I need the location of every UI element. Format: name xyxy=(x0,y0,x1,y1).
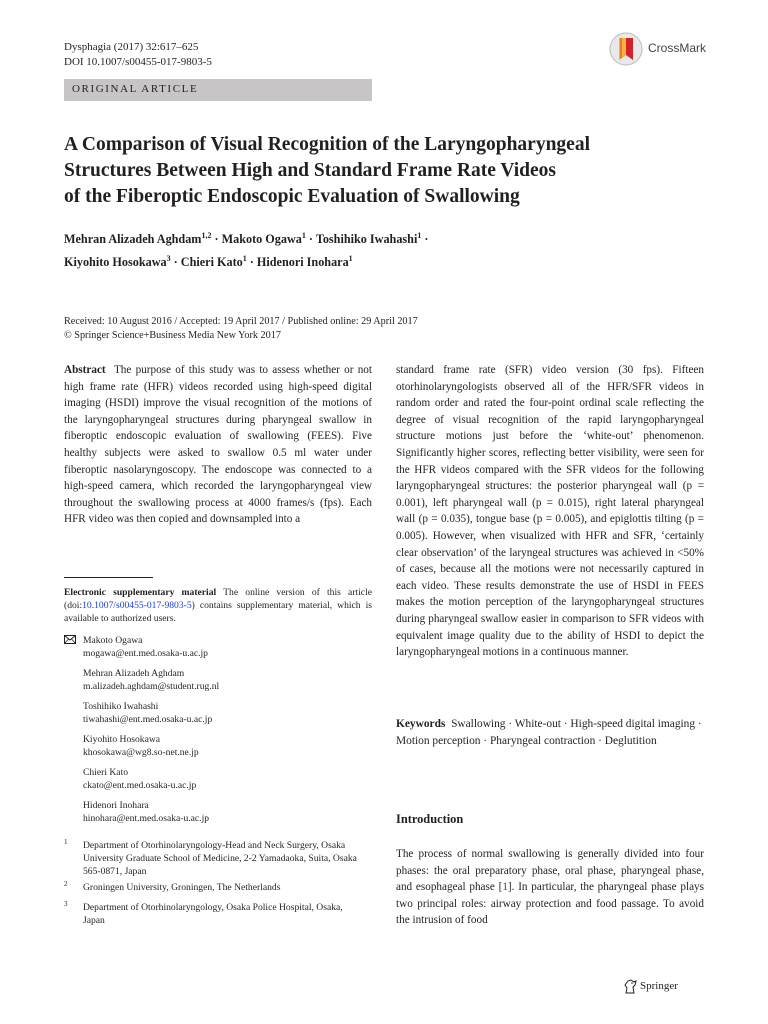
affiliation-number: 1 xyxy=(64,838,68,846)
doi-line: DOI 10.1007/s00455-017-9803-5 xyxy=(64,56,212,68)
keywords-block xyxy=(396,716,704,749)
author-name[interactable]: Kiyohito Hosokawa xyxy=(64,255,167,270)
article-type-banner xyxy=(64,79,372,101)
contact-name: Makoto Ogawa xyxy=(83,635,143,646)
abstract-text-part1: The purpose of this study was to assess whether or not high frame rate (HFR) videos recorded using high-speed digital imaging (HSDI) improve the visual recognition of the motions of the laryngopharyngeal structures during pharyngeal swallow in fiberoptic endoscopic evaluation of swallowing (FEES). Five healthy subjects were asked to swallow 0.5 ml water under fiberoptic nasolaryngoscopy. The endoscope was connected to a high-speed camera, which recorded the laryngopharyngeal view throughout the swallowing process at 4000 frames/s (fps). Each HFR video was then copied and downsampled into a xyxy=(64,364,372,526)
contact-email[interactable]: tiwahashi@ent.med.osaka-u.ac.jp xyxy=(83,714,213,726)
author-name[interactable]: Mehran Alizadeh Aghdam xyxy=(64,232,202,247)
contact-entry xyxy=(83,667,363,693)
section-heading-introduction: Introduction xyxy=(396,812,464,826)
copyright-line: © Springer Science+Business Media New York 2017 xyxy=(64,330,281,341)
springer-label: Springer xyxy=(640,980,678,992)
author-affiliation-sup: 1,2 xyxy=(201,231,212,240)
crossmark-badge[interactable] xyxy=(609,30,719,70)
footnote-divider xyxy=(64,577,153,578)
publication-dates xyxy=(64,315,724,343)
springer-logo xyxy=(624,978,714,996)
contact-entry xyxy=(83,634,363,660)
dates-line: Received: 10 August 2016 / Accepted: 19 April 2017 / Published online: 29 April 2017 xyxy=(64,316,418,327)
contact-email[interactable]: mogawa@ent.med.osaka-u.ac.jp xyxy=(83,648,208,660)
contact-entry xyxy=(83,799,363,825)
intro-text-after: ]. In particular, the pharyngeal phase plays two principal roles: airway protection and food passage. To avoid the intrusion of food xyxy=(396,881,704,927)
abstract-text-part2: standard frame rate (SFR) video version (30 fps). Fifteen otorhinolaryngologists observed all of the HFR/SFR videos in random order and rated the four-point ordinal scale reflecting the degree of visual recognition of the rapid laryngopharyngeal structure motions just before the ‘white-out’ phenomenon. Significantly higher scores, reflecting better visibility, were seen for the HFR videos compared with the SFR videos for the following laryngopharyngeal structures: the posterior pharyngeal wall (p = 0.001), left pharyngeal wall (p = 0.015), right lateral pharyngeal wall (p = 0.035), tongue base (p = 0.005), and epiglottis tilting (p = 0.005). However, when visualized with HFR and SFR, ‘certainly clear observation’ of the laryngeal structures was achieved in <50% of cases, because all the motions were not necessarily captured in each video. These results demonstrate the use of HSDI in FEES makes the motion perception of the laryngopharyngeal structures during pharyngeal swallow easier in comparison to SFR videos with equivalent image quality due to the ability of HSDI to depict the laryngopharyngeal motions in a continuous manner. xyxy=(396,364,704,659)
contact-email[interactable]: khosokawa@wg8.so-net.ne.jp xyxy=(83,747,199,759)
supplementary-material-note xyxy=(64,586,372,626)
contact-entry xyxy=(83,700,363,726)
title-line: of the Fiberoptic Endoscopic Evaluation of Swallowing xyxy=(64,186,520,207)
author-name[interactable]: Toshihiko Iwahashi xyxy=(315,232,418,247)
journal-citation: Dysphagia (2017) 32:617–625 xyxy=(64,41,199,53)
contact-email[interactable]: hinohara@ent.med.osaka-u.ac.jp xyxy=(83,813,210,825)
crossmark-label: CrossMark xyxy=(648,41,707,55)
envelope-icon xyxy=(64,635,76,644)
esm-label: Electronic supplementary material xyxy=(64,587,217,598)
citation-link[interactable]: 1 xyxy=(502,881,508,894)
author-affiliation-sup: 1 xyxy=(348,254,353,264)
springer-horse-icon xyxy=(624,979,637,994)
contact-name: Chieri Kato xyxy=(83,767,129,778)
author-affiliation-sup: 1 xyxy=(242,254,247,264)
esm-text-after: ) contains supplementary material, which is available to authorized users. xyxy=(64,600,372,625)
article-type-label: ORIGINAL ARTICLE xyxy=(72,83,199,95)
crossmark-icon xyxy=(609,30,643,68)
keywords-label: Keywords xyxy=(396,718,446,730)
affiliation-text: Groningen University, Groningen, The Netherlands xyxy=(83,882,281,893)
title-line: A Comparison of Visual Recognition of the Laryngopharyngeal xyxy=(64,134,590,155)
contact-entry xyxy=(83,733,363,759)
contact-email[interactable]: m.alizadeh.aghdam@student.rug.nl xyxy=(83,681,220,693)
intro-text-before: The process of normal swallowing is generally divided into four phases: the oral preparatory phase, oral phase, pharyngeal phase, and esophageal phase [ xyxy=(396,848,704,894)
esm-doi-link[interactable]: 10.1007/s00455-017-9803-5 xyxy=(82,600,192,612)
author-affiliation-sup: 3 xyxy=(166,254,171,264)
abstract-left-column xyxy=(64,362,372,528)
author-affiliation-sup: 1 xyxy=(417,231,422,240)
keywords-text: Swallowing · White-out · High-speed digital imaging · Motion perception · Pharyngeal contraction · Deglutition xyxy=(396,718,702,747)
author-name[interactable]: Chieri Kato xyxy=(180,255,243,270)
affiliation-text: Department of Otorhinolaryngology-Head and Neck Surgery, Osaka University Graduate School of Medicine, 2-2 Yamadaoka, Suita, Osaka 565-0871, Japan xyxy=(83,840,357,878)
title-line: Structures Between High and Standard Frame Rate Videos xyxy=(64,160,557,181)
author-name[interactable]: Makoto Ogawa xyxy=(221,232,302,247)
affiliation-number: 3 xyxy=(64,900,68,908)
author-list: Mehran Alizadeh Aghdam$^{1,2}$ · Makoto Ogawa$^1$ · Toshihiko Iwahashi$^1$ · Kiyohito Hosokawa$^3$ · Chieri Kato$^1$ · Hidenori Inohara$^1$ xyxy=(64,231,429,270)
affiliation-text: Department of Otorhinolaryngology, Osaka Police Hospital, Osaka, Japan xyxy=(83,902,343,927)
author-name[interactable]: Hidenori Inohara xyxy=(256,255,349,270)
abstract-label: Abstract xyxy=(64,364,106,376)
affiliation-number: 2 xyxy=(64,880,68,888)
article-title xyxy=(64,132,724,210)
author-affiliation-sup: 1 xyxy=(301,231,306,240)
contact-entry xyxy=(83,766,363,792)
contact-name: Kiyohito Hosokawa xyxy=(83,734,161,745)
introduction-body xyxy=(396,846,704,929)
esm-text-before: The online version of this article (doi: xyxy=(64,587,372,612)
contact-name: Mehran Alizadeh Aghdam xyxy=(83,668,185,679)
contact-name: Hidenori Inohara xyxy=(83,800,149,811)
contact-email[interactable]: ckato@ent.med.osaka-u.ac.jp xyxy=(83,780,197,792)
abstract-right-column xyxy=(396,362,704,661)
contact-name: Toshihiko Iwahashi xyxy=(83,701,159,712)
